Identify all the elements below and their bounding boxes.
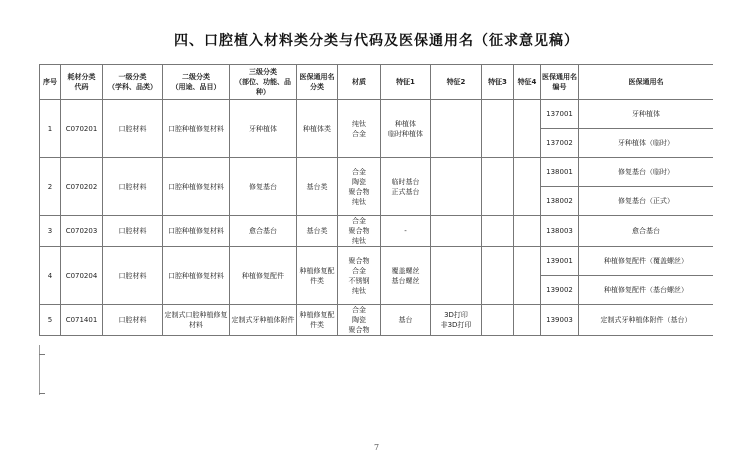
cell-feature4	[514, 100, 541, 158]
crop-mark	[39, 345, 40, 395]
table-row	[40, 247, 714, 276]
header-generic-name: 医保通用名	[579, 65, 714, 100]
cell-code: C070201	[61, 100, 103, 158]
cell-generic-code: 138002	[541, 187, 579, 216]
cell-feature3	[482, 216, 514, 247]
cell-seq: 2	[40, 158, 61, 216]
cell-generic-name: 牙种植体	[579, 100, 714, 129]
cell-seq: 4	[40, 247, 61, 305]
cell-ins-class: 种植体类	[297, 100, 338, 158]
cell-feature2: 3D打印 非3D打印	[431, 305, 482, 336]
cell-generic-name: 种植修复配件（基台螺丝）	[579, 276, 714, 305]
cell-level1: 口腔材料	[103, 247, 163, 305]
cell-feature1: 基台	[381, 305, 431, 336]
header-level2: 二级分类 （用途、品目）	[163, 65, 230, 100]
header-level3: 三级分类 （部位、功能、品种）	[230, 65, 297, 100]
cell-level1: 口腔材料	[103, 100, 163, 158]
header-feature2: 特征2	[431, 65, 482, 100]
table-row	[40, 216, 714, 247]
cell-feature1: 临时基台 正式基台	[381, 158, 431, 216]
classification-table	[39, 64, 713, 336]
cell-generic-code: 139002	[541, 276, 579, 305]
cell-feature3	[482, 100, 514, 158]
cell-feature4	[514, 305, 541, 336]
cell-level3: 修复基台	[230, 158, 297, 216]
table-body	[40, 100, 714, 336]
cell-generic-code: 139003	[541, 305, 579, 336]
cell-feature3	[482, 247, 514, 305]
header-generic-code: 医保通用名 编号	[541, 65, 579, 100]
classification-table-wrapper	[39, 64, 713, 345]
cell-ins-class: 种植修复配 件类	[297, 247, 338, 305]
cell-seq: 3	[40, 216, 61, 247]
cell-level2: 口腔种植修复材料	[163, 216, 230, 247]
cell-level2: 口腔种植修复材料	[163, 158, 230, 216]
cell-generic-name: 愈合基台	[579, 216, 714, 247]
page-title: 四、口腔植入材料类分类与代码及医保通用名（征求意见稿）	[174, 33, 579, 49]
table-row	[40, 158, 714, 187]
cell-generic-name: 修复基台（临时）	[579, 158, 714, 187]
cell-feature4	[514, 158, 541, 216]
cell-level2: 口腔种植修复材料	[163, 100, 230, 158]
header-level1: 一级分类 （学科、品类）	[103, 65, 163, 100]
page-number: 7	[373, 443, 380, 452]
cell-feature4	[514, 216, 541, 247]
cell-seq: 1	[40, 100, 61, 158]
cell-level3: 牙种植体	[230, 100, 297, 158]
cell-material: 纯钛 合金	[338, 100, 381, 158]
cell-generic-code: 137001	[541, 100, 579, 129]
header-code: 耗材分类 代码	[61, 65, 103, 100]
cell-level2: 口腔种植修复材料	[163, 247, 230, 305]
cell-feature2	[431, 158, 482, 216]
cell-seq: 5	[40, 305, 61, 336]
header-ins-class: 医保通用名 分类	[297, 65, 338, 100]
cell-generic-code: 138003	[541, 216, 579, 247]
cell-generic-name: 牙种植体（临时）	[579, 129, 714, 158]
cell-material: 合金 陶瓷 聚合物 纯钛	[338, 158, 381, 216]
table-header-row	[40, 65, 714, 100]
cell-material: 合金 陶瓷 聚合物	[338, 305, 381, 336]
cell-feature1: 种植体 临时种植体	[381, 100, 431, 158]
table-row	[40, 305, 714, 336]
crop-tick	[39, 393, 45, 394]
cell-generic-code: 137002	[541, 129, 579, 158]
cell-level1: 口腔材料	[103, 158, 163, 216]
cell-feature1: -	[381, 216, 431, 247]
cell-code: C070204	[61, 247, 103, 305]
cell-feature1: 覆盖螺丝 基台螺丝	[381, 247, 431, 305]
cell-feature4	[514, 247, 541, 305]
table-row	[40, 100, 714, 129]
cell-code: C070202	[61, 158, 103, 216]
cell-generic-name: 种植修复配件（覆盖螺丝）	[579, 247, 714, 276]
cell-ins-class: 种植修复配 件类	[297, 305, 338, 336]
header-feature3: 特征3	[482, 65, 514, 100]
cell-feature2	[431, 216, 482, 247]
cell-feature3	[482, 158, 514, 216]
cell-generic-name: 定制式牙种植体附件（基台）	[579, 305, 714, 336]
cell-feature2	[431, 247, 482, 305]
header-seq: 序号	[40, 65, 61, 100]
cell-level1: 口腔材料	[103, 216, 163, 247]
cell-generic-name: 修复基台（正式）	[579, 187, 714, 216]
cell-level1: 口腔材料	[103, 305, 163, 336]
cell-feature3	[482, 305, 514, 336]
cell-ins-class: 基台类	[297, 216, 338, 247]
cell-feature2	[431, 100, 482, 158]
cell-level3: 定制式牙种植体附件	[230, 305, 297, 336]
header-feature1: 特征1	[381, 65, 431, 100]
cell-generic-code: 138001	[541, 158, 579, 187]
crop-tick	[39, 354, 45, 355]
cell-material: 合金 聚合物 纯钛	[338, 216, 381, 247]
cell-level3: 种植修复配件	[230, 247, 297, 305]
cell-code: C071401	[61, 305, 103, 336]
cell-code: C070203	[61, 216, 103, 247]
cell-ins-class: 基台类	[297, 158, 338, 216]
cell-material: 聚合物 合金 不锈钢 纯钛	[338, 247, 381, 305]
cell-level2: 定制式口腔种植修复材料	[163, 305, 230, 336]
header-material: 材质	[338, 65, 381, 100]
cell-generic-code: 139001	[541, 247, 579, 276]
header-feature4: 特征4	[514, 65, 541, 100]
cell-level3: 愈合基台	[230, 216, 297, 247]
